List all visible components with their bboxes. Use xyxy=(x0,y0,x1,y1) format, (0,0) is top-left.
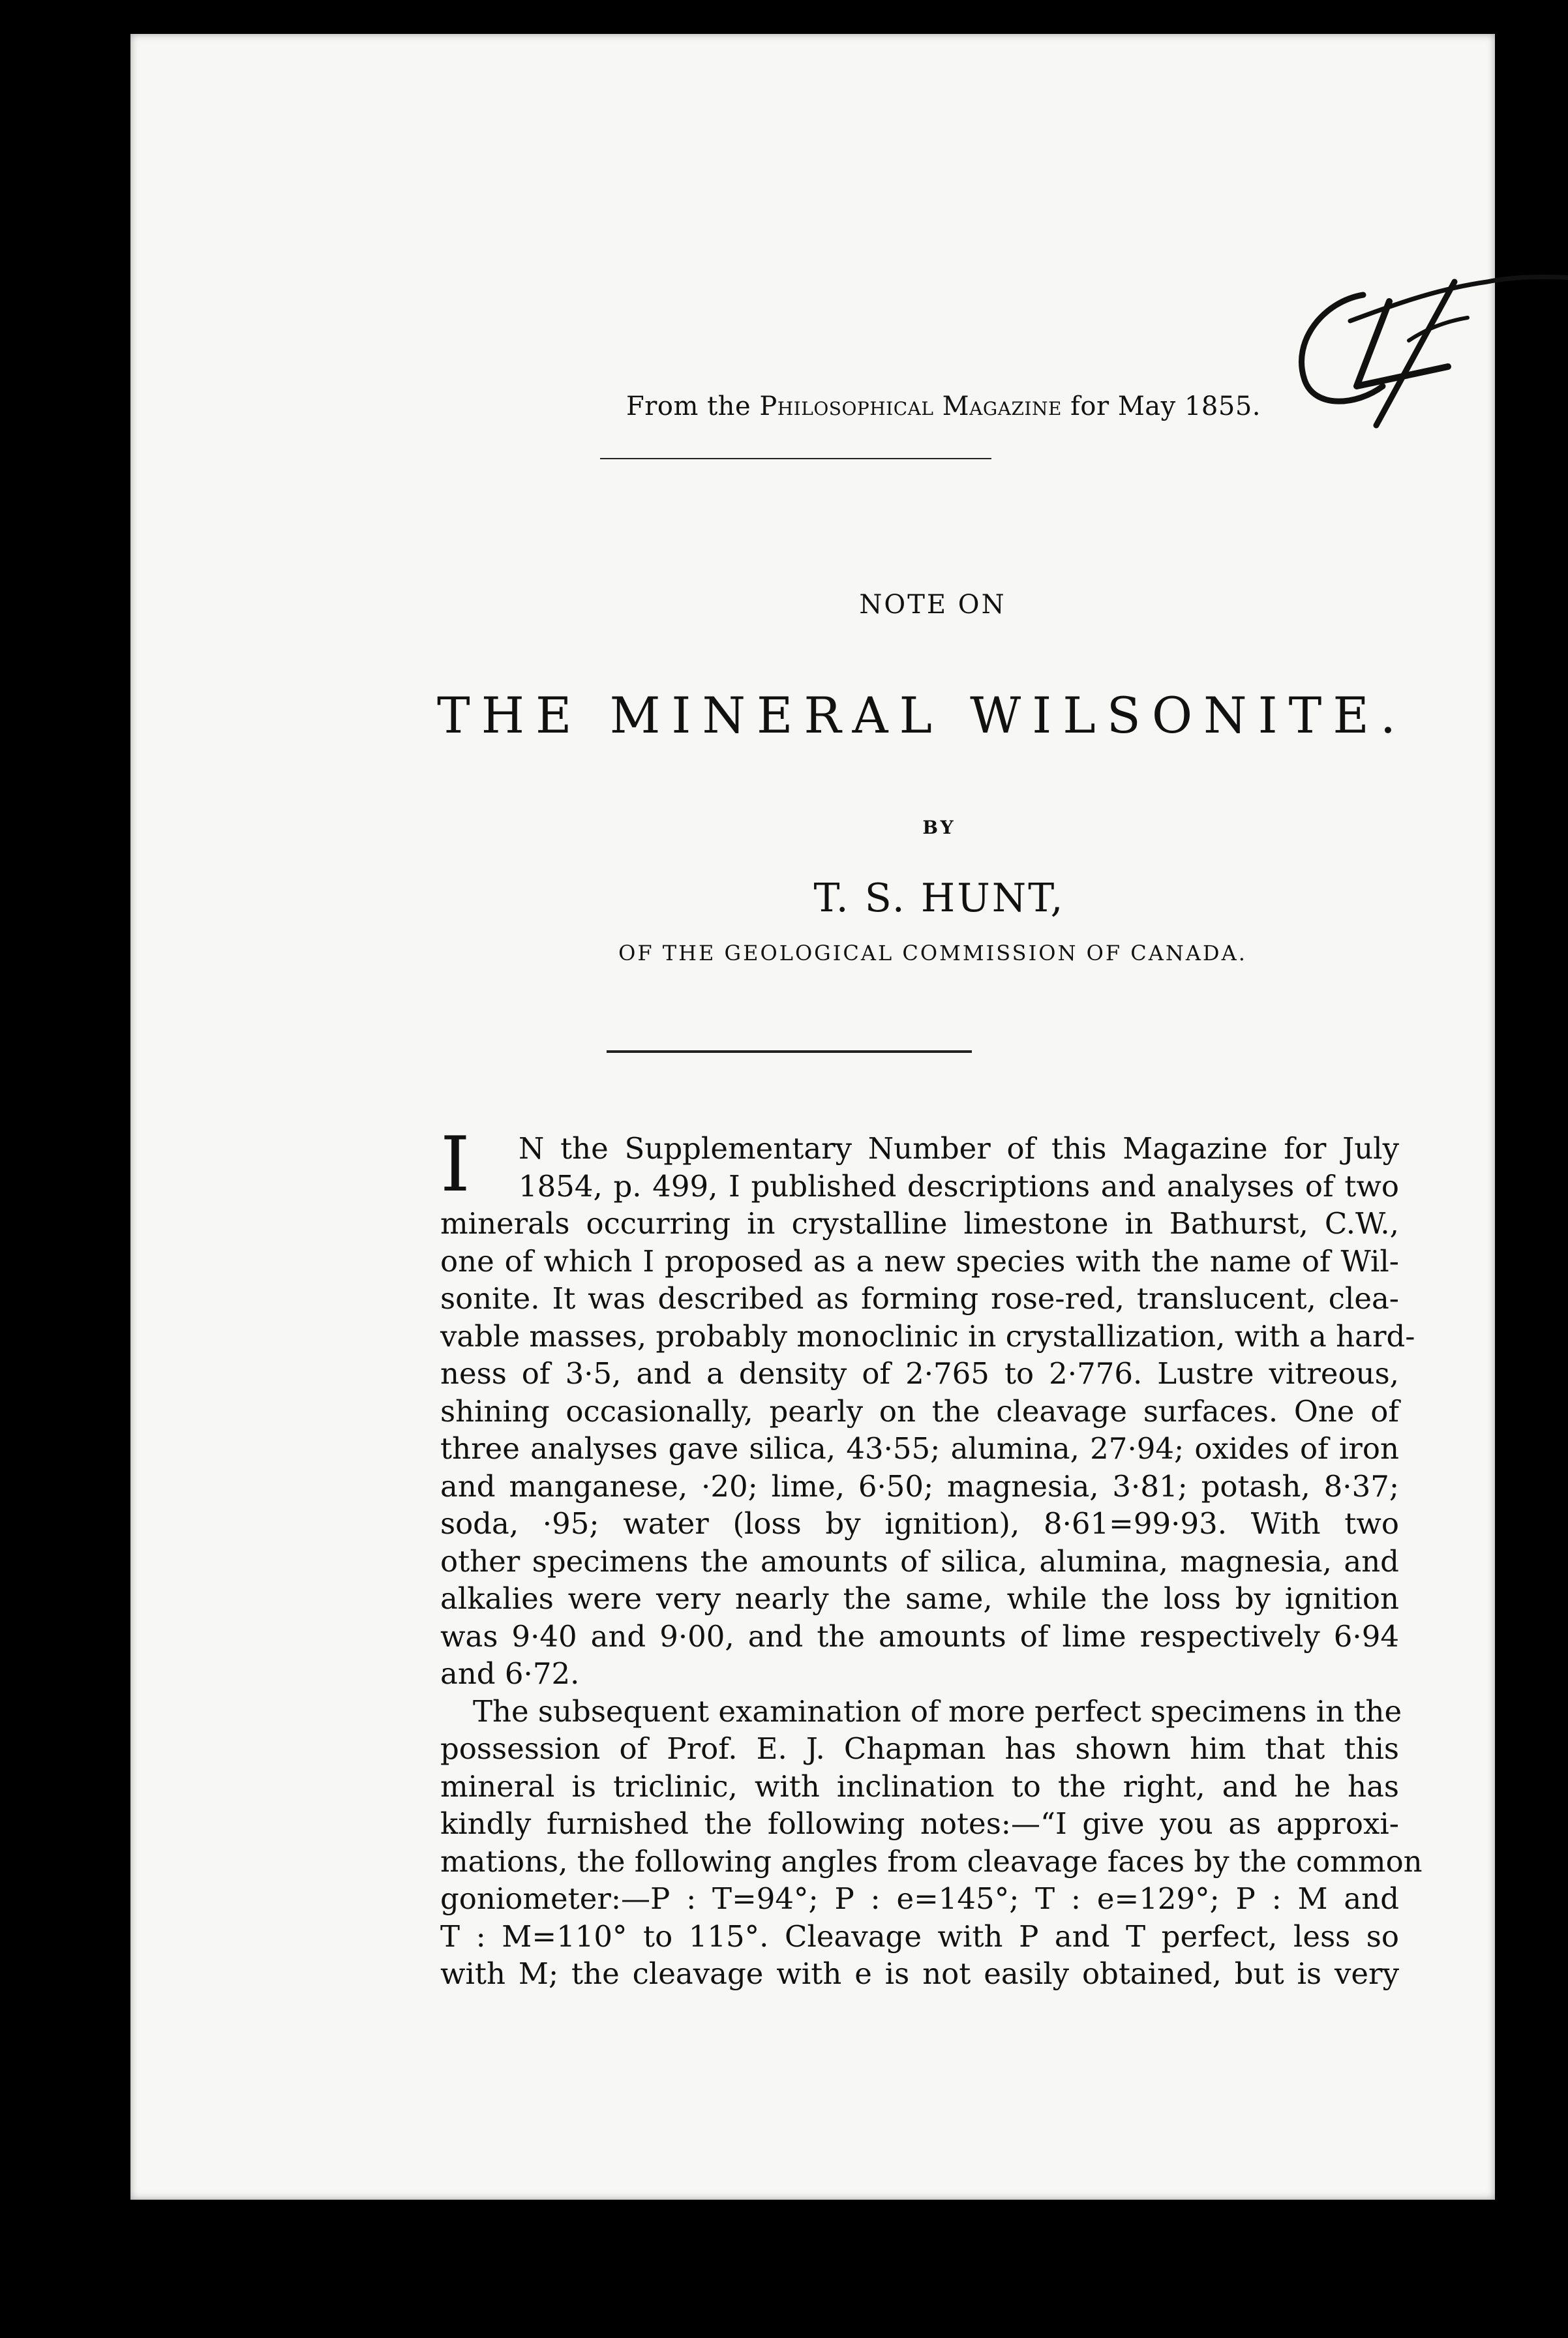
text-line: goniometer:—P : T=94°; P : e=145°; T : e=129°; P : M and xyxy=(440,1881,1399,1916)
text-line: alkalies were very nearly the same, while the loss by ignition xyxy=(440,1581,1399,1616)
text-line: possession of Prof. E. J. Chapman has shown him that this xyxy=(440,1731,1399,1766)
text-line: was 9·40 and 9·00, and the amounts of lime respectively 6·94 xyxy=(440,1618,1399,1654)
text-line: shining occasionally, pearly on the cleavage surfaces. One of xyxy=(440,1393,1399,1429)
from-suffix: for May 1855. xyxy=(1070,391,1261,421)
note-on-label: NOTE ON xyxy=(859,590,1006,620)
text-line: mations, the following angles from cleavage faces by the common xyxy=(440,1844,1423,1879)
handwritten-mark xyxy=(1285,256,1568,432)
divider-middle xyxy=(607,1050,972,1053)
text-line: one of which I proposed as a new species with the name of Wil- xyxy=(440,1243,1399,1279)
text-line: and 6·72. xyxy=(440,1656,580,1691)
text-line: sonite. It was described as forming rose-red, translucent, clea- xyxy=(440,1281,1399,1316)
text-line: and manganese, ·20; lime, 6·50; magnesia, 3·81; potash, 8·37; xyxy=(440,1468,1399,1504)
divider-top xyxy=(600,458,991,459)
author-name: T. S. HUNT, xyxy=(813,875,1065,921)
author-affiliation: OF THE GEOLOGICAL COMMISSION OF CANADA. xyxy=(618,941,1247,965)
text-line: mineral is triclinic, with inclination to the right, and he has xyxy=(440,1769,1399,1804)
text-line: soda, ·95; water (loss by ignition), 8·61=99·93. With two xyxy=(440,1506,1399,1541)
text-line: 1854, p. 499, I published descriptions and analyses of two xyxy=(519,1168,1399,1204)
text-line: with M; the cleavage with e is not easily obtained, but is very xyxy=(440,1956,1399,1991)
document-title: THE MINERAL WILSONITE. xyxy=(437,686,1407,744)
magazine-name: Philosophical Magazine xyxy=(759,391,1062,421)
text-line: N the Supplementary Number of this Magazine for July xyxy=(519,1131,1399,1166)
source-citation xyxy=(626,391,1265,421)
text-line: ness of 3·5, and a density of 2·765 to 2·776. Lustre vitreous, xyxy=(440,1356,1399,1391)
text-line: minerals occurring in crystalline limestone in Bathurst, C.W., xyxy=(440,1206,1399,1241)
text-line: The subsequent examination of more perfect specimens in the xyxy=(473,1693,1402,1729)
text-line: T : M=110° to 115°. Cleavage with P and T perfect, less so xyxy=(440,1919,1399,1954)
text-line: other specimens the amounts of silica, alumina, magnesia, and xyxy=(440,1543,1399,1579)
document-page xyxy=(130,34,1495,2200)
text-line: three analyses gave silica, 43·55; alumina, 27·94; oxides of iron xyxy=(440,1431,1399,1466)
from-prefix: From the xyxy=(626,391,751,421)
drop-cap: I xyxy=(440,1121,470,1209)
text-line: vable masses, probably monoclinic in crystallization, with a hard- xyxy=(440,1318,1415,1354)
body-text xyxy=(440,1121,1423,1993)
by-label: BY xyxy=(922,817,956,838)
text-line: kindly furnished the following notes:—“I give you as approxi- xyxy=(440,1806,1399,1841)
